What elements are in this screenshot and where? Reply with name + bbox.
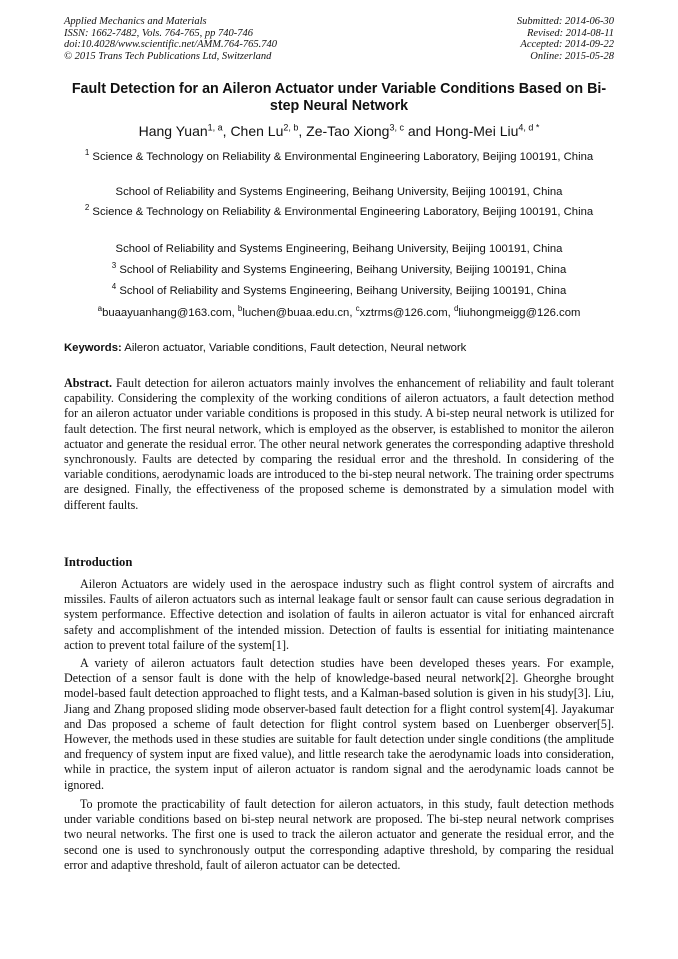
email-link[interactable]: xztrms@126.com [359,307,448,319]
abstract [64,376,614,513]
author-sup: 3, c [389,122,404,133]
affiliation-sup: 1 [84,148,90,158]
issn-line: ISSN: 1662-7482, Vols. 764-765, pp 740-746 [64,27,253,39]
online-date: Online: 2015-05-28 [530,50,614,62]
section-heading: Introduction [64,555,133,569]
affiliation-sup: 4 [111,282,117,292]
affiliation-text: Science & Technology on Reliability & Environmental Engineering Laboratory, Beijing 100191, China [92,206,594,218]
submission-dates [354,16,614,62]
email-sup: c [355,304,360,314]
email-sup: a [97,304,103,314]
author-sep: , [222,123,231,139]
journal-name: Applied Mechanics and Materials [64,16,207,27]
intro-paragraph: A variety of aileron actuators fault detection studies have been developed theses years. For example, Detection of a sensor fault is done with the help of knowledge-based neural network[2]. Gheorghe brought model-based fault detection approached to flight tests, and a Kalman-based solution is given in his study[3]. Liu, Jiang and Zhang proposed sliding mode observer-based fault detection for a flight control system[4]. Jayakumar and Das proposed a scheme of fault detection for flight control system based on Luenberger observer[5]. However, the methods used in these studies are suitable for fault detection under single conditions (the amplitude and frequency of system input are fixed value), and little research take the aerodynamic loads into consideration, while in practice, the system input of aileron actuator is random signal and the aerodynamic loads cannot be ignored. [64,656,614,792]
affiliation-text: School of Reliability and Systems Engineering, Beihang University, Beijing 100191, China [119,264,567,276]
affiliation [60,284,618,300]
affiliation [60,185,618,201]
affiliation-text: Science & Technology on Reliability & Environmental Engineering Laboratory, Beijing 100191, China [92,151,594,163]
doi-line: doi:10.4028/www.scientific.net/AMM.764-765.740 [64,39,277,51]
affiliation-sup: 2 [84,203,90,213]
author-name: Chen Lu [230,123,284,139]
author-name: Ze-Tao Xiong [306,123,390,139]
affiliation-sup: 3 [111,261,117,271]
affiliation-text: School of Reliability and Systems Engineering, Beihang University, Beijing 100191, China [115,186,563,198]
author-list [60,122,618,140]
author-sup: 4, d * [518,122,540,133]
keywords-text: Aileron actuator, Variable conditions, Fault detection, Neural network [124,342,467,354]
intro-paragraph: Aileron Actuators are widely used in the aerospace industry such as flight control system of aircrafts and missiles. Faults of aileron actuators such as internal leakage fault or sensor fault can cause serious degradation in system performance. Effective detection and isolation of faults in aileron actuator is vital for enhanced aircraft safety and accomplishment of the intended mission. Detection of faults is essential for initiating maintenance action to prevent total failure of the system[1]. [64,577,614,652]
copyright-line: © 2015 Trans Tech Publications Ltd, Switzerland [64,50,272,62]
intro-paragraph: To promote the practicability of fault detection for aileron actuators, in this study, fault detection methods under variable conditions based on bi-step neural network are proposed. The bi-step neural network comprises two neural networks. The first one is used to track the aileron actuator and generate the residual error, and the second one is used to synchronously output the corresponding adaptive threshold, by comparing the residual error and adaptive threshold, fault of aileron actuator can be detected. [64,797,614,872]
email-link[interactable]: buaayuanhang@163.com [102,307,232,319]
keywords-label: Keywords: [64,342,122,354]
affiliation-text: School of Reliability and Systems Engineering, Beihang University, Beijing 100191, China [119,285,567,297]
submitted-date: Submitted: 2014-06-30 [516,16,614,27]
affiliation [60,263,618,279]
affiliation [60,205,618,221]
abstract-text: Fault detection for aileron actuators mainly involves the enhancement of reliability and fault tolerant capability. Considering the complexity of the working conditions of aileron actuators, a fault detection method for an aileron actuator under variable conditions is proposed in this study. A bi-step neural network is utilized for fault detection. The first neural network, which is employed as the observer, is established to monitor the aileron actuator and generate the residual error. The other neural network generates the corresponding adaptive threshold synchronously. Faults are detected by comparing the residual error and the threshold. In considering of the variable conditions, aerodynamic loads are introduced to the bi-step neural network. The training order spectrums are designed. Finally, the effectiveness of the proposed scheme is demonstrated by a simulation model with different faults. [64,376,614,512]
keywords [64,341,624,356]
email-sup: b [237,304,243,314]
affiliation [60,242,618,258]
affiliation [60,150,618,166]
email-sup: d [453,304,459,314]
email-link[interactable]: liuhongmeigg@126.com [458,307,581,319]
accepted-date: Accepted: 2014-09-22 [520,39,614,51]
revised-date: Revised: 2014-08-11 [527,27,614,39]
email-list: $^a$buaayuanhang@163.com, $^b$luchen@buaa.edu.cn, $^c$xztrms@126.com, $^d$liuhongmeigg@126.com [97,304,581,319]
author-sup: 1, a [207,122,223,133]
author-sup: 2, b [283,122,299,133]
author-sep: and [403,123,436,139]
journal-info [64,16,364,62]
author-name: Hang Yuan [138,123,208,139]
author-name: Hong-Mei Liu [435,123,519,139]
author-sep: , [298,123,307,139]
email-link[interactable]: luchen@buaa.edu.cn [242,307,350,319]
abstract-label: Abstract. [64,376,113,390]
paper-title: Fault Detection for an Aileron Actuator under Variable Conditions Based on Bi-step Neural Network [71,81,607,114]
affiliation-text: School of Reliability and Systems Engineering, Beihang University, Beijing 100191, China [115,243,563,255]
